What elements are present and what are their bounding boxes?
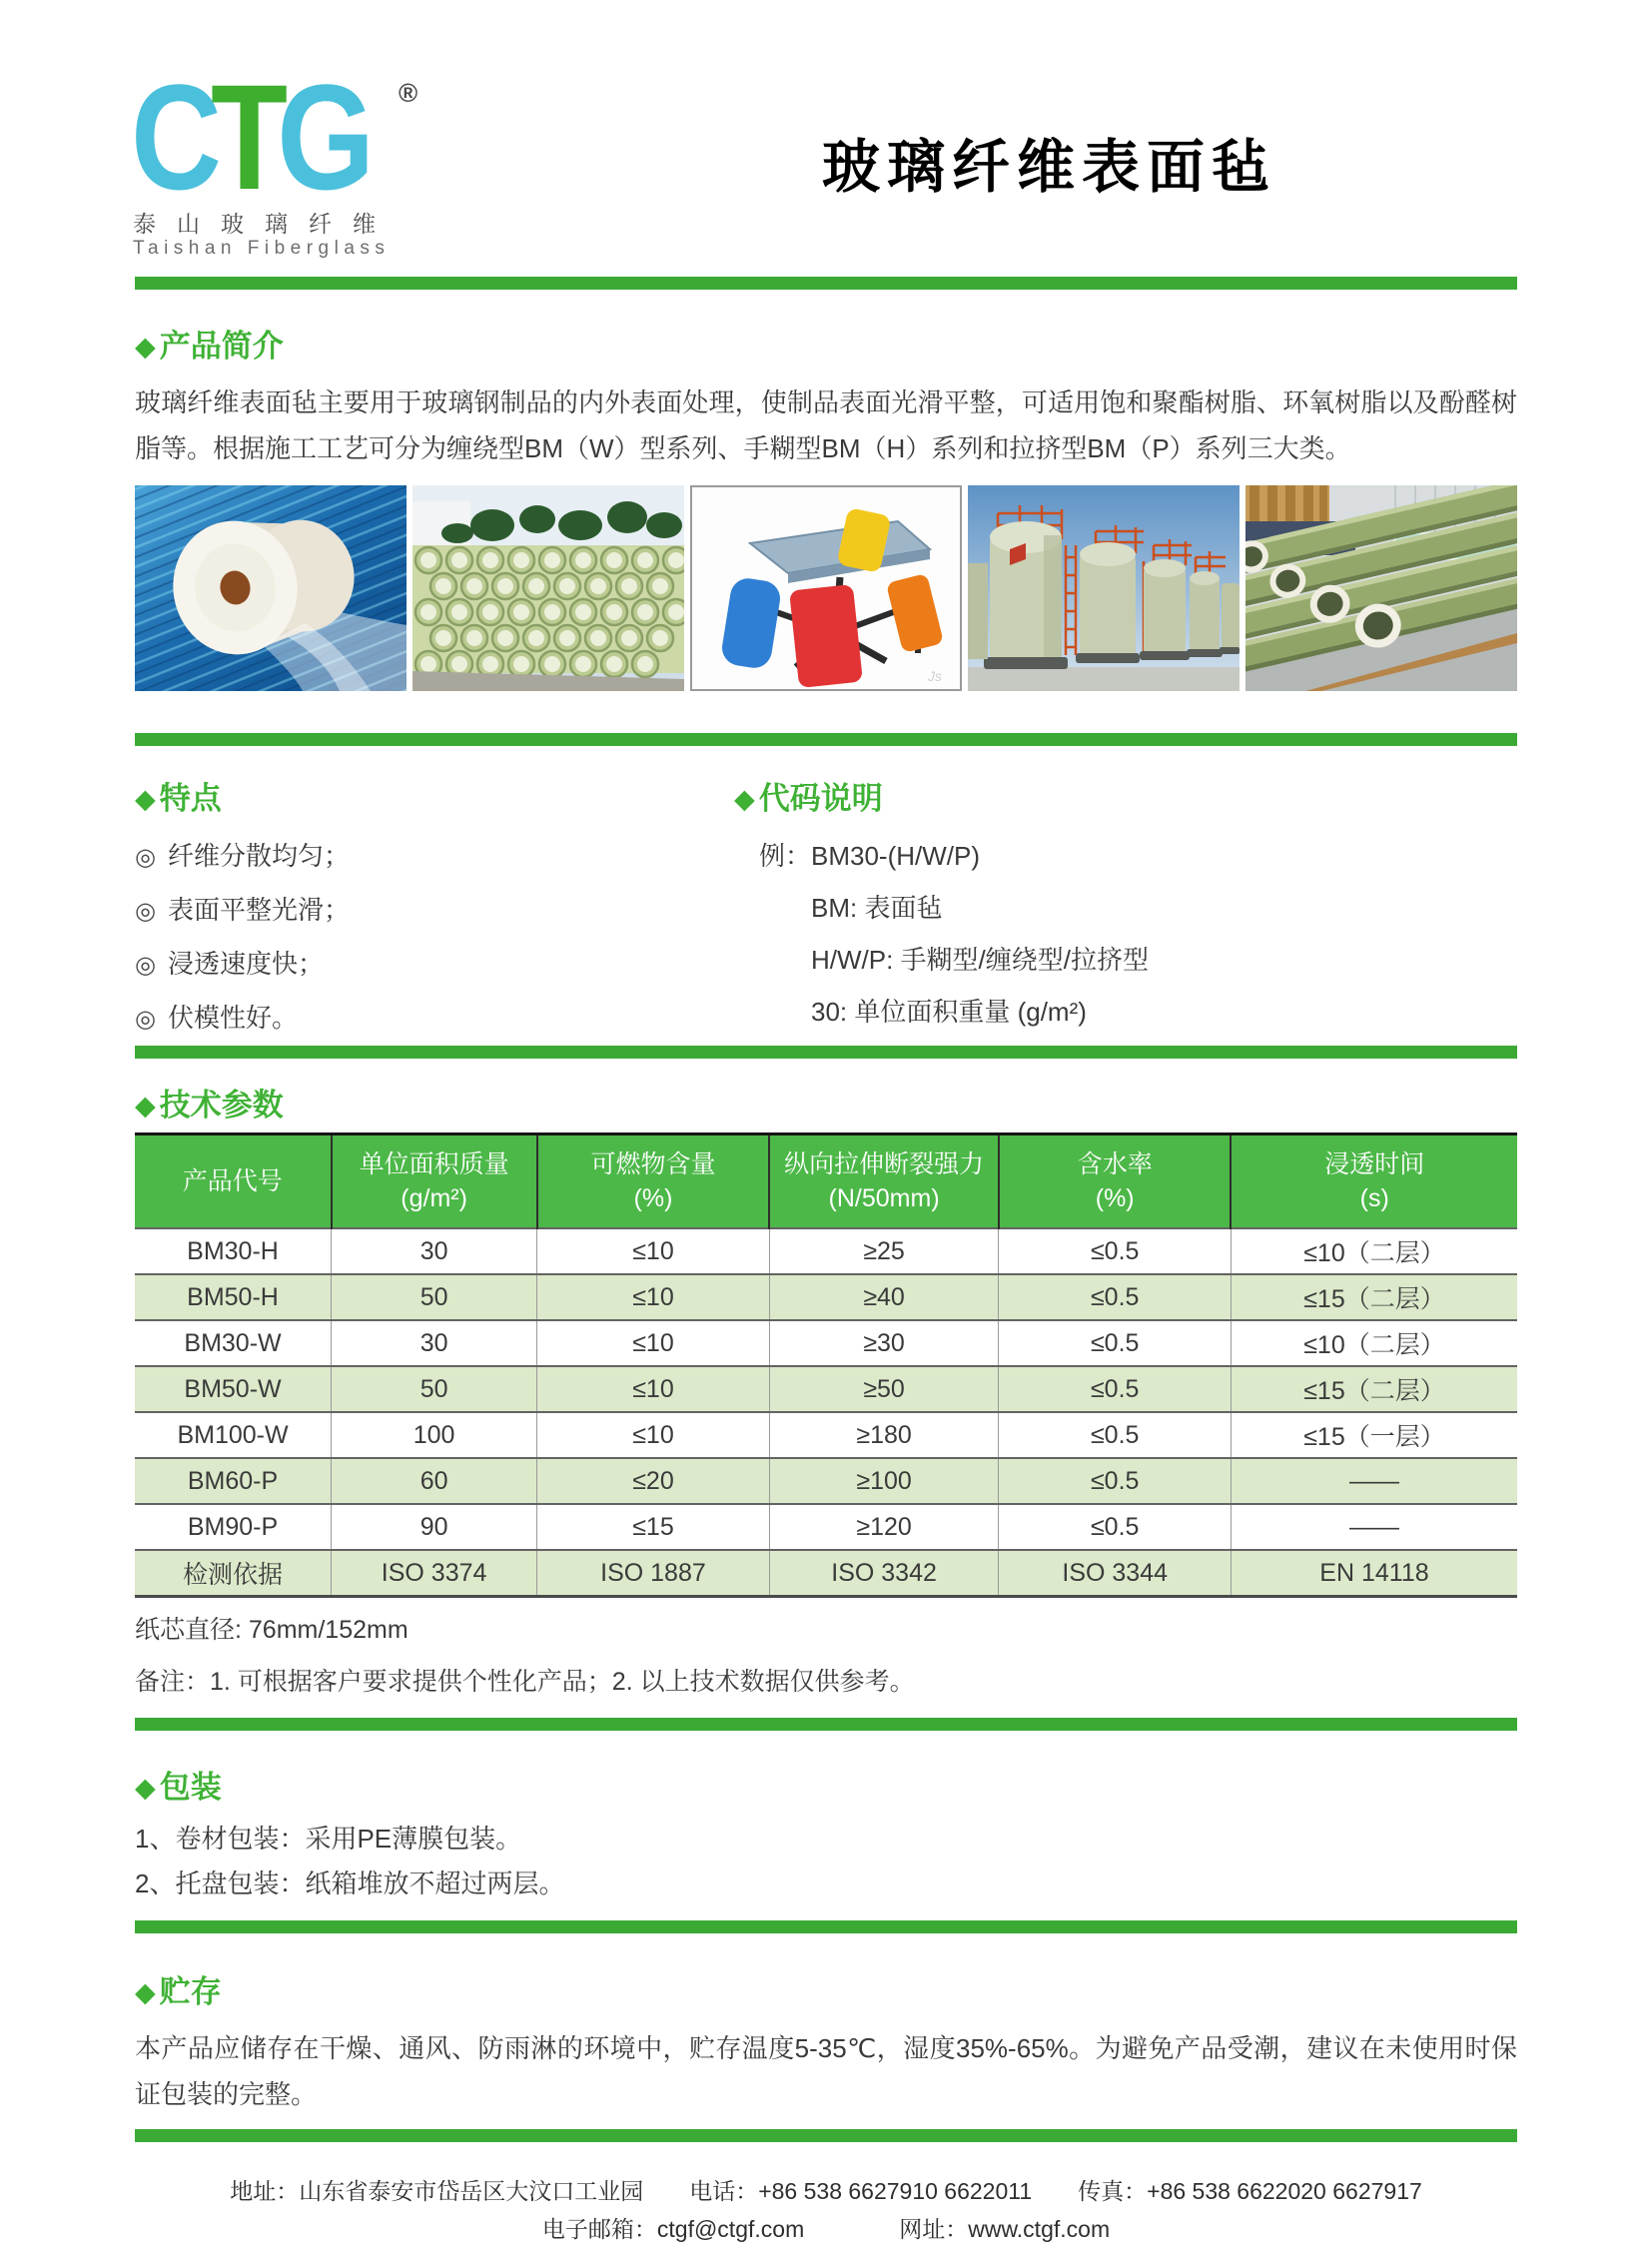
table-row xyxy=(135,1274,1517,1320)
column-header-line1: 产品代号 xyxy=(182,1167,283,1195)
code-lines xyxy=(734,882,1517,1038)
features-list xyxy=(135,830,734,1046)
product-photo-strip xyxy=(135,485,1517,691)
table-cell: ≥40 xyxy=(769,1274,999,1320)
green-divider-bar xyxy=(135,277,1517,290)
table-row xyxy=(135,1550,1517,1597)
green-divider-bar xyxy=(135,1046,1517,1059)
photo-frp-pipe-stack xyxy=(413,485,684,691)
code-line: H/W/P: 手糊型/缠绕型/拉挤型 xyxy=(811,945,1150,975)
table-cell: ≤15（二层） xyxy=(1231,1366,1517,1412)
table-row xyxy=(135,1320,1517,1366)
green-divider-bar xyxy=(135,1718,1517,1731)
table-cell: 60 xyxy=(332,1458,537,1504)
footer-segment: 网址：www.ctgf.com xyxy=(899,2216,1111,2242)
table-cell: —— xyxy=(1231,1504,1517,1550)
intro-paragraph: 玻璃纤维表面毡主要用于玻璃钢制品的内外表面处理，使制品表面光滑平整，可适用饱和聚酯树脂、环氧树脂以及酚醛树脂等。根据施工工艺可分为缠绕型BM（W）型系列、手糊型BM（H）系列和拉挤型BM（P）系列三大类。 xyxy=(135,387,1517,463)
table-cell: ≤0.5 xyxy=(999,1320,1232,1366)
diamond-bullet-icon: ◆ xyxy=(135,1091,156,1121)
table-cell: BM30-H xyxy=(135,1228,332,1274)
table-cell: BM50-W xyxy=(135,1366,332,1412)
section-packing xyxy=(135,1771,1517,1906)
table-cell: BM60-P xyxy=(135,1458,332,1504)
page-title: 玻璃纤维表面毡 xyxy=(822,135,1277,200)
table-row xyxy=(135,1504,1517,1550)
table-cell: ≤0.5 xyxy=(999,1412,1232,1458)
footer-segment: 电话：+86 538 6627910 6622011 xyxy=(689,2178,1033,2204)
core-diameter-note: 纸芯直径: 76mm/152mm xyxy=(135,1616,409,1644)
table-cell: ≥30 xyxy=(769,1320,999,1366)
table-cell: ≤0.5 xyxy=(999,1228,1232,1274)
tech-table-body xyxy=(135,1228,1517,1597)
table-cell: 50 xyxy=(332,1274,537,1320)
svg-text:Js: Js xyxy=(928,668,942,684)
table-cell: ≤15（二层） xyxy=(1231,1274,1517,1320)
packing-item: 2、托盘包装：纸箱堆放不超过两层。 xyxy=(135,1869,565,1898)
circle-bullet-icon: ◎ xyxy=(135,1006,156,1033)
table-cell: ≥50 xyxy=(769,1366,999,1412)
table-row xyxy=(135,1458,1517,1504)
code-example-line: 例：BM30-(H/W/P) xyxy=(759,841,981,871)
feature-text: 表面平整光滑； xyxy=(167,895,350,925)
table-cell: 检测依据 xyxy=(135,1550,332,1597)
storage-paragraph: 本产品应储存在干燥、通风、防雨淋的环境中，贮存温度5-35℃，湿度35%-65%。为避免产品受潮，建议在未使用时保证包装的完整。 xyxy=(135,2033,1517,2109)
tech-table xyxy=(135,1132,1517,1598)
logo-chinese-name: 泰山玻璃纤维 xyxy=(133,211,397,237)
green-divider-bar xyxy=(135,733,1517,746)
section-tech-params xyxy=(135,1089,1517,1702)
circle-bullet-icon: ◎ xyxy=(135,844,156,871)
table-cell: 30 xyxy=(332,1320,537,1366)
table-row xyxy=(135,1228,1517,1274)
logo-english-name: Taishan Fiberglass xyxy=(133,238,391,259)
column-header-line1: 浸透时间 xyxy=(1324,1150,1425,1178)
green-divider-bar xyxy=(135,1920,1517,1933)
diamond-bullet-icon: ◆ xyxy=(135,784,156,814)
photo-fiberglass-mat-roll xyxy=(135,485,407,691)
feature-text: 纤维分散均匀； xyxy=(167,841,350,871)
table-cell: ≤0.5 xyxy=(999,1274,1232,1320)
table-cell: 50 xyxy=(332,1366,537,1412)
section-heading-text: 技术参数 xyxy=(159,1088,284,1123)
packing-item: 1、卷材包装：采用PE薄膜包装。 xyxy=(135,1824,522,1854)
code-line: 30: 单位面积重量 (g/m²) xyxy=(811,997,1087,1027)
table-cell: ≥100 xyxy=(769,1458,999,1504)
table-cell: ISO 1887 xyxy=(537,1550,770,1597)
table-cell: ≤0.5 xyxy=(999,1504,1232,1550)
photo-frp-canteen-furniture xyxy=(690,485,962,691)
table-cell: —— xyxy=(1231,1458,1517,1504)
table-cell: ≤20 xyxy=(537,1458,770,1504)
diamond-bullet-icon: ◆ xyxy=(135,332,156,362)
photo-frp-storage-tanks xyxy=(968,485,1239,691)
packing-list xyxy=(135,1817,1517,1906)
table-cell: 100 xyxy=(332,1412,537,1458)
feature-item xyxy=(135,992,734,1046)
tech-table-head-row xyxy=(135,1134,1517,1229)
table-cell: ≤10 xyxy=(537,1412,770,1458)
column-header-line1: 单位面积质量 xyxy=(359,1150,509,1178)
table-cell: 90 xyxy=(332,1504,537,1550)
circle-bullet-icon: ◎ xyxy=(135,898,156,925)
table-cell: 30 xyxy=(332,1228,537,1274)
diamond-bullet-icon: ◆ xyxy=(135,1773,156,1803)
column-header-line1: 纵向拉伸断裂强力 xyxy=(784,1150,985,1178)
table-cell: ≤15（一层） xyxy=(1231,1412,1517,1458)
registered-trademark-icon: ® xyxy=(399,78,418,108)
column-header-line1: 可燃物含量 xyxy=(590,1150,716,1178)
footer-segment: 电子邮箱：ctgf@ctgf.com xyxy=(541,2216,805,2242)
section-heading-text: 特点 xyxy=(159,781,222,816)
table-cell: ISO 3342 xyxy=(769,1550,999,1597)
table-cell: ISO 3374 xyxy=(332,1550,537,1597)
feature-item xyxy=(135,884,734,938)
table-cell: ≤0.5 xyxy=(999,1458,1232,1504)
table-cell: BM50-H xyxy=(135,1274,332,1320)
section-features xyxy=(135,782,734,1046)
section-heading-text: 贮存 xyxy=(159,1974,222,2009)
table-cell: ≥120 xyxy=(769,1504,999,1550)
footer-line-2 xyxy=(135,2210,1517,2248)
section-product-intro xyxy=(135,330,1517,471)
feature-text: 伏模性好。 xyxy=(167,1003,298,1033)
footer-segment: 传真：+86 538 6622020 6627917 xyxy=(1078,2178,1422,2204)
section-heading-text: 代码说明 xyxy=(758,781,883,816)
table-cell: ≤0.5 xyxy=(999,1366,1232,1412)
table-cell: ≤10 xyxy=(537,1320,770,1366)
table-cell: ≤10（二层） xyxy=(1231,1228,1517,1274)
table-cell: ≥180 xyxy=(769,1412,999,1458)
footer-line-1 xyxy=(135,2172,1517,2210)
photo-frp-large-pipes xyxy=(1245,485,1517,691)
table-cell: BM90-P xyxy=(135,1504,332,1550)
table-cell: BM100-W xyxy=(135,1412,332,1458)
feature-item xyxy=(135,830,734,884)
circle-bullet-icon: ◎ xyxy=(135,952,156,979)
column-header-line2: (N/50mm) xyxy=(828,1184,940,1212)
table-cell: ≤10 xyxy=(537,1274,770,1320)
table-cell: ≤10 xyxy=(537,1228,770,1274)
page-footer xyxy=(135,2172,1517,2248)
table-cell: BM30-W xyxy=(135,1320,332,1366)
table-cell: ≤10（二层） xyxy=(1231,1320,1517,1366)
column-header-line2: (%) xyxy=(1095,1184,1135,1212)
datasheet-page xyxy=(131,0,1517,2248)
feature-item xyxy=(135,938,734,992)
table-cell: EN 14118 xyxy=(1231,1550,1517,1597)
section-heading-text: 包装 xyxy=(159,1770,222,1805)
column-header-line2: (g/m²) xyxy=(401,1184,467,1212)
code-line: BM: 表面毡 xyxy=(811,893,943,923)
table-row xyxy=(135,1412,1517,1458)
diamond-bullet-icon: ◆ xyxy=(135,1977,156,2007)
page-header xyxy=(131,0,1517,277)
column-header-line2: (%) xyxy=(633,1184,673,1212)
column-header xyxy=(135,1134,332,1229)
table-cell: ≥25 xyxy=(769,1228,999,1274)
section-storage xyxy=(135,1975,1517,2117)
remark-note: 备注：1. 可根据客户要求提供个性化产品；2. 以上技术数据仅供参考。 xyxy=(135,1668,915,1696)
table-cell: ISO 3344 xyxy=(999,1550,1232,1597)
green-divider-bar xyxy=(135,2129,1517,2142)
column-header xyxy=(332,1134,537,1229)
table-row xyxy=(135,1366,1517,1412)
column-header xyxy=(1231,1134,1517,1229)
table-cell: ≤10 xyxy=(537,1366,770,1412)
footer-segment: 地址：山东省泰安市岱岳区大汶口工业园 xyxy=(230,2178,644,2204)
diamond-bullet-icon: ◆ xyxy=(734,784,755,814)
column-header xyxy=(769,1134,999,1229)
table-cell: ≤15 xyxy=(537,1504,770,1550)
section-heading-text: 产品简介 xyxy=(159,329,284,364)
section-code-explanation xyxy=(734,782,1517,1046)
column-header xyxy=(537,1134,770,1229)
feature-text: 浸透速度快； xyxy=(167,949,324,979)
column-header-line1: 含水率 xyxy=(1077,1150,1153,1178)
column-header xyxy=(999,1134,1232,1229)
ctg-logo-mark: CTG xyxy=(131,53,365,221)
column-header-line2: (s) xyxy=(1359,1184,1389,1212)
